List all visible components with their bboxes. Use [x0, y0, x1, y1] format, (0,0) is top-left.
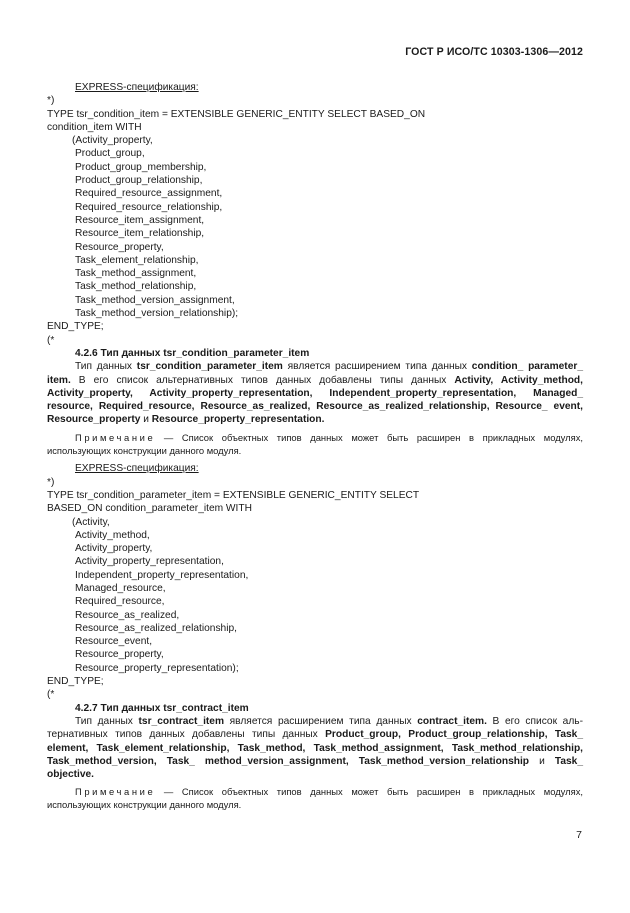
select-item: Activity_property_representation, [75, 556, 224, 568]
select-item: Resource_as_realized_relationship, [75, 622, 237, 634]
comment-open: (* [47, 334, 55, 346]
comment-close: *) [47, 95, 55, 107]
select-item: Task_method_version_assignment, [75, 294, 235, 306]
express-spec-label: EXPRESS-спецификация: [75, 463, 199, 475]
select-item: Resource_property, [75, 241, 164, 253]
select-item: Managed_resource, [75, 582, 166, 594]
select-item: Resource_item_assignment, [75, 214, 205, 226]
note-paragraph: Примечание — Список объектных типов данных может быть расширен в прикладных модулях, использующих конструкции данного модуля. [47, 786, 583, 811]
document-header: ГОСТ Р ИСО/ТС 10303-1306—2012 [405, 46, 583, 58]
section-heading-4-2-7: 4.2.7 Тип данных tsr_contract_item [75, 702, 249, 714]
select-item: Task_method_version_relationship); [75, 308, 239, 320]
section-paragraph: Тип данных tsr_condition_parameter_item является расширением типа данных condition_ parameter_ item. В его список альтернативных типов данных добавлены типы данных Activity, Activity_method, Activity_property, Activity_property_representation, Independent_property_representation, Managed_ resource, Required_resource, Resource_as_realized, Resource_as_realized_relationship, Resource_ event, Resource_property и Resource_property_representation. [47, 361, 583, 426]
select-item: Required_resource_assignment, [75, 188, 223, 200]
select-item: Product_group_relationship, [75, 175, 203, 187]
comment-open: (* [47, 689, 55, 701]
select-item: Activity_property, [75, 543, 153, 555]
type-declaration-line: BASED_ON condition_parameter_item WITH [47, 503, 252, 515]
select-item: Required_resource_relationship, [75, 201, 223, 213]
select-item: Resource_property, [75, 649, 164, 661]
end-type: END_TYPE; [47, 676, 104, 688]
type-declaration-line: condition_item WITH [47, 121, 142, 133]
select-item: Product_group_membership, [75, 161, 207, 173]
note-paragraph: Примечание — Список объектных типов данных может быть расширен в прикладных модулях, использующих конструкции данного модуля. [47, 431, 583, 456]
select-item: Required_resource, [75, 596, 165, 608]
select-item: Resource_event, [75, 636, 153, 648]
express-spec-label: EXPRESS-спецификация: [75, 82, 199, 93]
select-item: Product_group, [75, 148, 145, 160]
select-item: Resource_as_realized, [75, 609, 180, 621]
select-item: Task_element_relationship, [75, 254, 199, 266]
select-item: (Activity_property, [72, 135, 153, 147]
end-type: END_TYPE; [47, 321, 104, 333]
select-item: Resource_property_representation); [75, 662, 239, 674]
section-heading-4-2-6: 4.2.6 Тип данных tsr_condition_parameter_item [75, 347, 310, 359]
type-declaration-line: TYPE tsr_condition_item = EXTENSIBLE GENERIC_ENTITY SELECT BASED_ON [47, 108, 426, 120]
select-item: Resource_item_relationship, [75, 228, 205, 240]
select-item: Independent_property_representation, [75, 569, 249, 581]
select-item: Task_method_relationship, [75, 281, 197, 293]
comment-close: *) [47, 476, 55, 488]
select-item: (Activity, [72, 516, 110, 528]
type-declaration-line: TYPE tsr_condition_parameter_item = EXTENSIBLE GENERIC_ENTITY SELECT [47, 489, 420, 501]
page-content [47, 81, 583, 817]
select-item: Task_method_assignment, [75, 268, 197, 280]
page-number: 7 [576, 829, 582, 841]
select-item: Activity_method, [75, 529, 150, 541]
section-paragraph: Тип данных tsr_contract_item является расширением типа данных contract_item. В его список аль-тернативных типов данных добавлены типы данных Product_group, Product_group_relationship, Task_ element, Task_element_relationship, Task_method, Task_method_assignment, Task_method_relationship, Task_method_version, Task_ method_version_assignment, Task_method_version_relationship и Task_ objective. [47, 715, 583, 781]
